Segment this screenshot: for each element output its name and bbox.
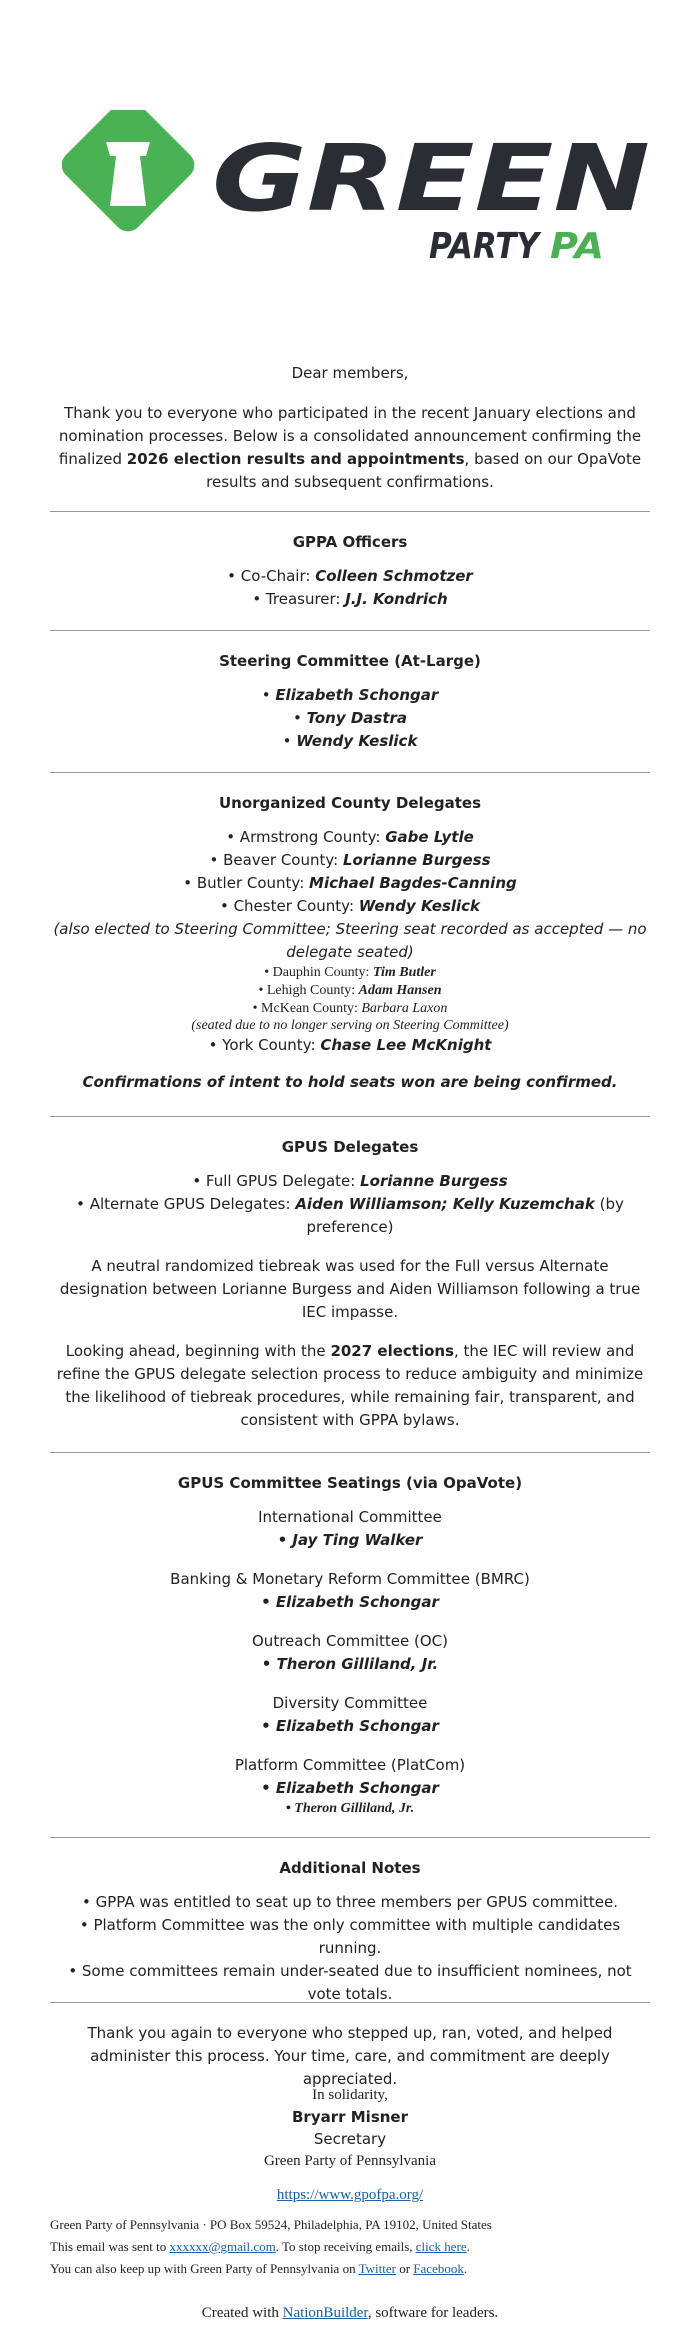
recipient-email-link[interactable]: xxxxxx@gmail.com <box>169 2239 276 2254</box>
divider <box>50 1452 650 1453</box>
committee-group: Outreach Committee (OC) • Theron Gilliland, Jr. <box>252 1632 448 1673</box>
county-item: • York County: Chase Lee McKnight <box>208 1036 492 1054</box>
divider <box>50 1837 650 1838</box>
signer-org: Green Party of Pennsylvania <box>263 2153 437 2169</box>
section-title-steering: Steering Committee (At-Large) <box>219 652 481 670</box>
county-item: • Lehigh County: Adam Hansen <box>258 983 442 998</box>
facebook-link[interactable]: Facebook <box>413 2261 464 2276</box>
created-with: Created with NationBuilder, software for leaders. <box>201 2305 499 2321</box>
signer-role: Secretary <box>313 2130 387 2148</box>
section-title-gpus: GPUS Delegates <box>281 1138 419 1156</box>
nationbuilder-link[interactable]: NationBuilder <box>282 2305 368 2321</box>
closing-section <box>50 2022 650 2091</box>
divider <box>50 2002 650 2003</box>
officer-item: • Co-Chair: Colleen Schmotzer <box>227 567 473 585</box>
note-item: • GPPA was entitled to seat up to three members per GPUS committee. <box>82 1893 618 1911</box>
steering-item: • Tony Dastra <box>292 709 408 727</box>
gpus-section <box>50 1138 650 1432</box>
notes-section <box>50 1859 650 2006</box>
signer-name: Bryarr Misner <box>292 2108 408 2126</box>
steering-item: • Elizabeth Schongar <box>261 686 439 704</box>
twitter-link[interactable]: Twitter <box>358 2261 396 2276</box>
logo-word-green: GREEN <box>212 125 650 232</box>
county-item: • Butler County: Michael Bagdes-Canning <box>183 874 517 892</box>
gpus-tiebreak: A neutral randomized tiebreak was used for the Full versus Alternate designation between Lorianne Burgess and Aiden Williamson following a true IEC impasse. <box>59 1257 641 1321</box>
county-item: • Beaver County: Lorianne Burgess <box>209 851 491 869</box>
county-item: • McKean County: Barbara Laxon <box>252 1001 448 1016</box>
signature: In solidarity, Bryarr Misner Secretary Green Party of Pennsylvania https://www.gpofpa.org/ <box>50 2084 650 2206</box>
chester-note: (also elected to Steering Committee; Steering seat recorded as accepted — no delegate seated) <box>53 920 647 961</box>
committee-group: Diversity Committee • Elizabeth Schongar <box>261 1694 439 1735</box>
logo-word-party: PARTY <box>429 226 543 260</box>
committee-group: International Committee • Jay Ting Walker <box>258 1508 442 1549</box>
county-item: • Armstrong County: Gabe Lytle <box>226 828 474 846</box>
logo-svg <box>62 110 652 260</box>
committee-group: Platform Committee (PlatCom) • Elizabeth Schongar • Theron Gilliland, Jr. <box>234 1756 466 1816</box>
section-title-county: Unorganized County Delegates <box>218 794 482 812</box>
officer-item: • Treasurer: J.J. Kondrich <box>252 590 448 608</box>
note-item: • Platform Committee was the only committee with multiple candidates running. <box>79 1916 621 1957</box>
closing-paragraph: Thank you again to everyone who stepped up, ran, voted, and helped administer this process. Your time, care, and commitment are deeply appreciated. <box>87 2024 613 2088</box>
gpus-looking-ahead: Looking ahead, beginning with the 2027 elections, the IEC will review and refine the GPUS delegate selection process to reduce ambiguity and minimize the likelihood of tiebreak procedures, while remaining fair, transparent, and consistent with GPPA bylaws. <box>56 1342 644 1429</box>
footer-social: You can also keep up with Green Party of Pennsylvania on Twitter or Facebook. <box>50 2261 468 2276</box>
divider <box>50 772 650 773</box>
county-section <box>50 794 650 1094</box>
committees-section <box>50 1474 650 1818</box>
committee-group: Banking & Monetary Reform Committee (BMRC) • Elizabeth Schongar <box>170 1570 530 1611</box>
logo-word-pa: PA <box>550 226 604 260</box>
section-title-committees: GPUS Committee Seatings (via OpaVote) <box>177 1474 523 1492</box>
county-item: • Dauphin County: Tim Butler <box>264 965 436 980</box>
greeting: Dear members, <box>291 364 409 382</box>
footer-address: Green Party of Pennsylvania · PO Box 59524, Philadelphia, PA 19102, United States <box>50 2217 492 2232</box>
county-item: • Chester County: Wendy Keslick <box>219 897 481 915</box>
gpus-full: • Full GPUS Delegate: Lorianne Burgess <box>192 1172 508 1190</box>
gpus-alternate: • Alternate GPUS Delegates: Aiden Williamson; Kelly Kuzemchak (by preference) <box>76 1195 624 1236</box>
steering-section <box>50 652 650 753</box>
email-footer <box>50 2214 650 2280</box>
section-title-notes: Additional Notes <box>279 1859 421 1877</box>
keystone-diamond-icon <box>62 110 200 237</box>
unsubscribe-link[interactable]: click here <box>415 2239 467 2254</box>
website-link[interactable]: https://www.gpofpa.org/ <box>276 2187 424 2203</box>
divider <box>50 1116 650 1117</box>
steering-item: • Wendy Keslick <box>282 732 418 750</box>
divider <box>50 630 650 631</box>
county-confirmation: Confirmations of intent to hold seats won are being confirmed. <box>82 1073 618 1091</box>
section-title-officers: GPPA Officers <box>292 533 408 551</box>
intro-paragraph: Thank you to everyone who participated in the recent January elections and nomination processes. Below is a consolidated announcement confirming the finalized 2026 election results and appointments, based on our OpaVote results and subsequent confirmations. <box>58 404 642 491</box>
note-item: • Some committees remain under-seated due to insufficient nominees, not vote totals. <box>68 1962 632 2003</box>
officers-section <box>50 533 650 611</box>
mckean-note: (seated due to no longer serving on Steering Committee) <box>191 1018 509 1033</box>
footer-sent-to: This email was sent to xxxxxx@gmail.com. To stop receiving emails, click here. <box>50 2239 470 2254</box>
divider <box>50 511 650 512</box>
green-party-pa-logo <box>62 110 652 260</box>
